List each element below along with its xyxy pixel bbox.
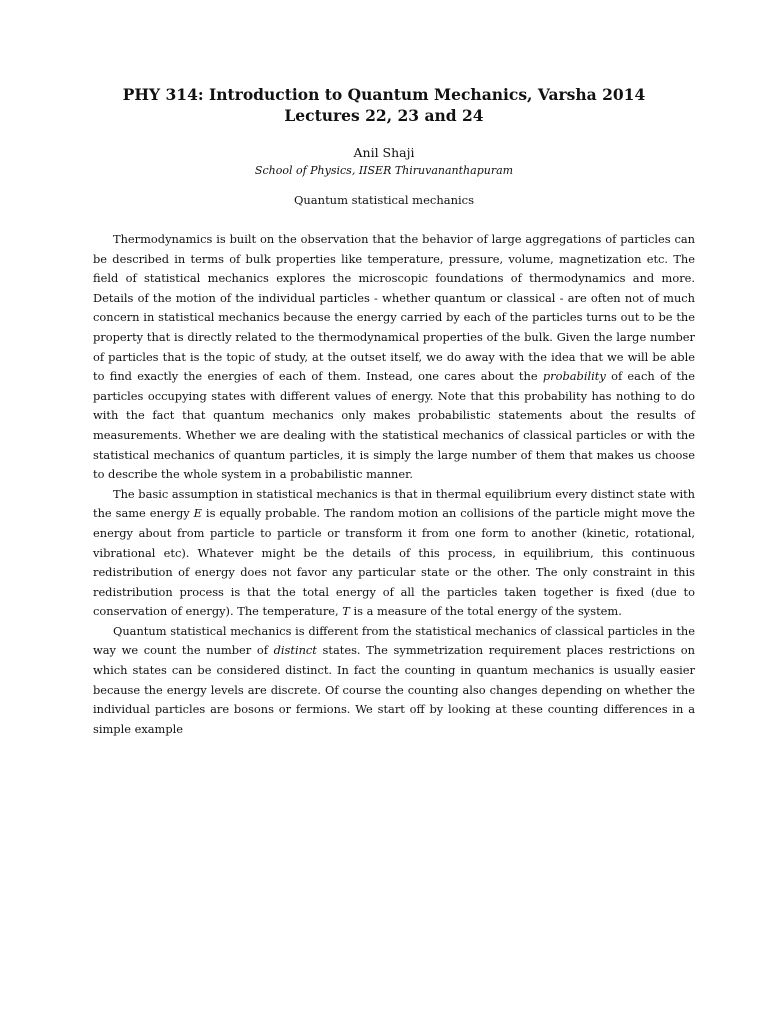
title-block: [0, 84, 768, 208]
author-affiliation: School of Physics, IISER Thiruvananthapuram: [254, 164, 514, 177]
paragraph-1-text-b: of each of the particles occupying states with different values of energy. Note that this probability has nothing to do with the fact that quantum mechanics only makes probabilistic statements about the results of measurements. Whether we are dealing with the statistical mechanics of classical particles or with the statistical mechanics of quantum particles, it is simply the large number of them that makes us choose to describe the whole system in a probabilistic manner.: [93, 369, 695, 482]
paragraph-2-text-a: The basic assumption in statistical mechanics is that in thermal equilibrium every distinct state with the same energy: [93, 486, 696, 521]
paragraph-3-text-b: states. The symmetrization requirement places restrictions on which states can be considered distinct. In fact the counting in quantum mechanics is usually easier because the energy levels are discrete. Of course the counting also changes depending on whether the individual particles are bosons or fermions. We start off by looking at these counting differences in a simple example: [93, 643, 695, 736]
paragraph-3-text-a: Quantum statistical mechanics is different from the statistical mechanics of classical particles in the way we count the number of: [93, 623, 695, 658]
paragraph-2-energy-symbol: E: [193, 506, 202, 521]
paragraph-2-text-b: is equally probable. The random motion an collisions of the particle might move the energy about from particle to particle or transform it from one form to another (kinetic, rotational, vibrational etc). Whatever might be the details of this process, in equilibrium, this continuous redistribution of energy does not favor any particular state or the other. The only constraint in this redistribution process is that the total energy of all the particles taken together is fixed (due to conservation of energy). The temperature,: [93, 506, 695, 619]
paragraph-1: [93, 230, 695, 485]
paragraph-3-emphasis: distinct: [273, 643, 317, 658]
section-title: Quantum statistical mechanics: [293, 193, 475, 207]
paragraph-1-text-a: Thermodynamics is built on the observation that the behavior of large aggregations of particles can be described in terms of bulk properties like temperature, pressure, volume, magnetization etc. The field of statistical mechanics explores the microscopic foundations of thermodynamics and more. Details of the motion of the individual particles - whether quantum or classical - are often not of much concern in statistical mechanics because the energy carried by each of the particles turns out to be the property that is directly related to the thermodynamical properties of the bulk. Given the large number of particles that is the topic of study, at the outset itself, we do away with the idea that we will be able to find exactly the energies of each of them. Instead, one cares about the: [93, 232, 695, 384]
paragraph-2: [93, 485, 695, 622]
body-text: [93, 230, 695, 739]
author-name: Anil Shaji: [353, 145, 415, 160]
paragraph-2-text-c: is a measure of the total energy of the system.: [349, 604, 622, 619]
paragraph-1-emphasis: probability: [542, 369, 606, 384]
document-title: PHY 314: Introduction to Quantum Mechanics, Varsha 2014: [122, 85, 646, 104]
paragraph-3: [93, 622, 695, 740]
document-subtitle-lectures: Lectures 22, 23 and 24: [284, 106, 484, 125]
paragraph-2-temperature-symbol: T: [342, 604, 350, 619]
